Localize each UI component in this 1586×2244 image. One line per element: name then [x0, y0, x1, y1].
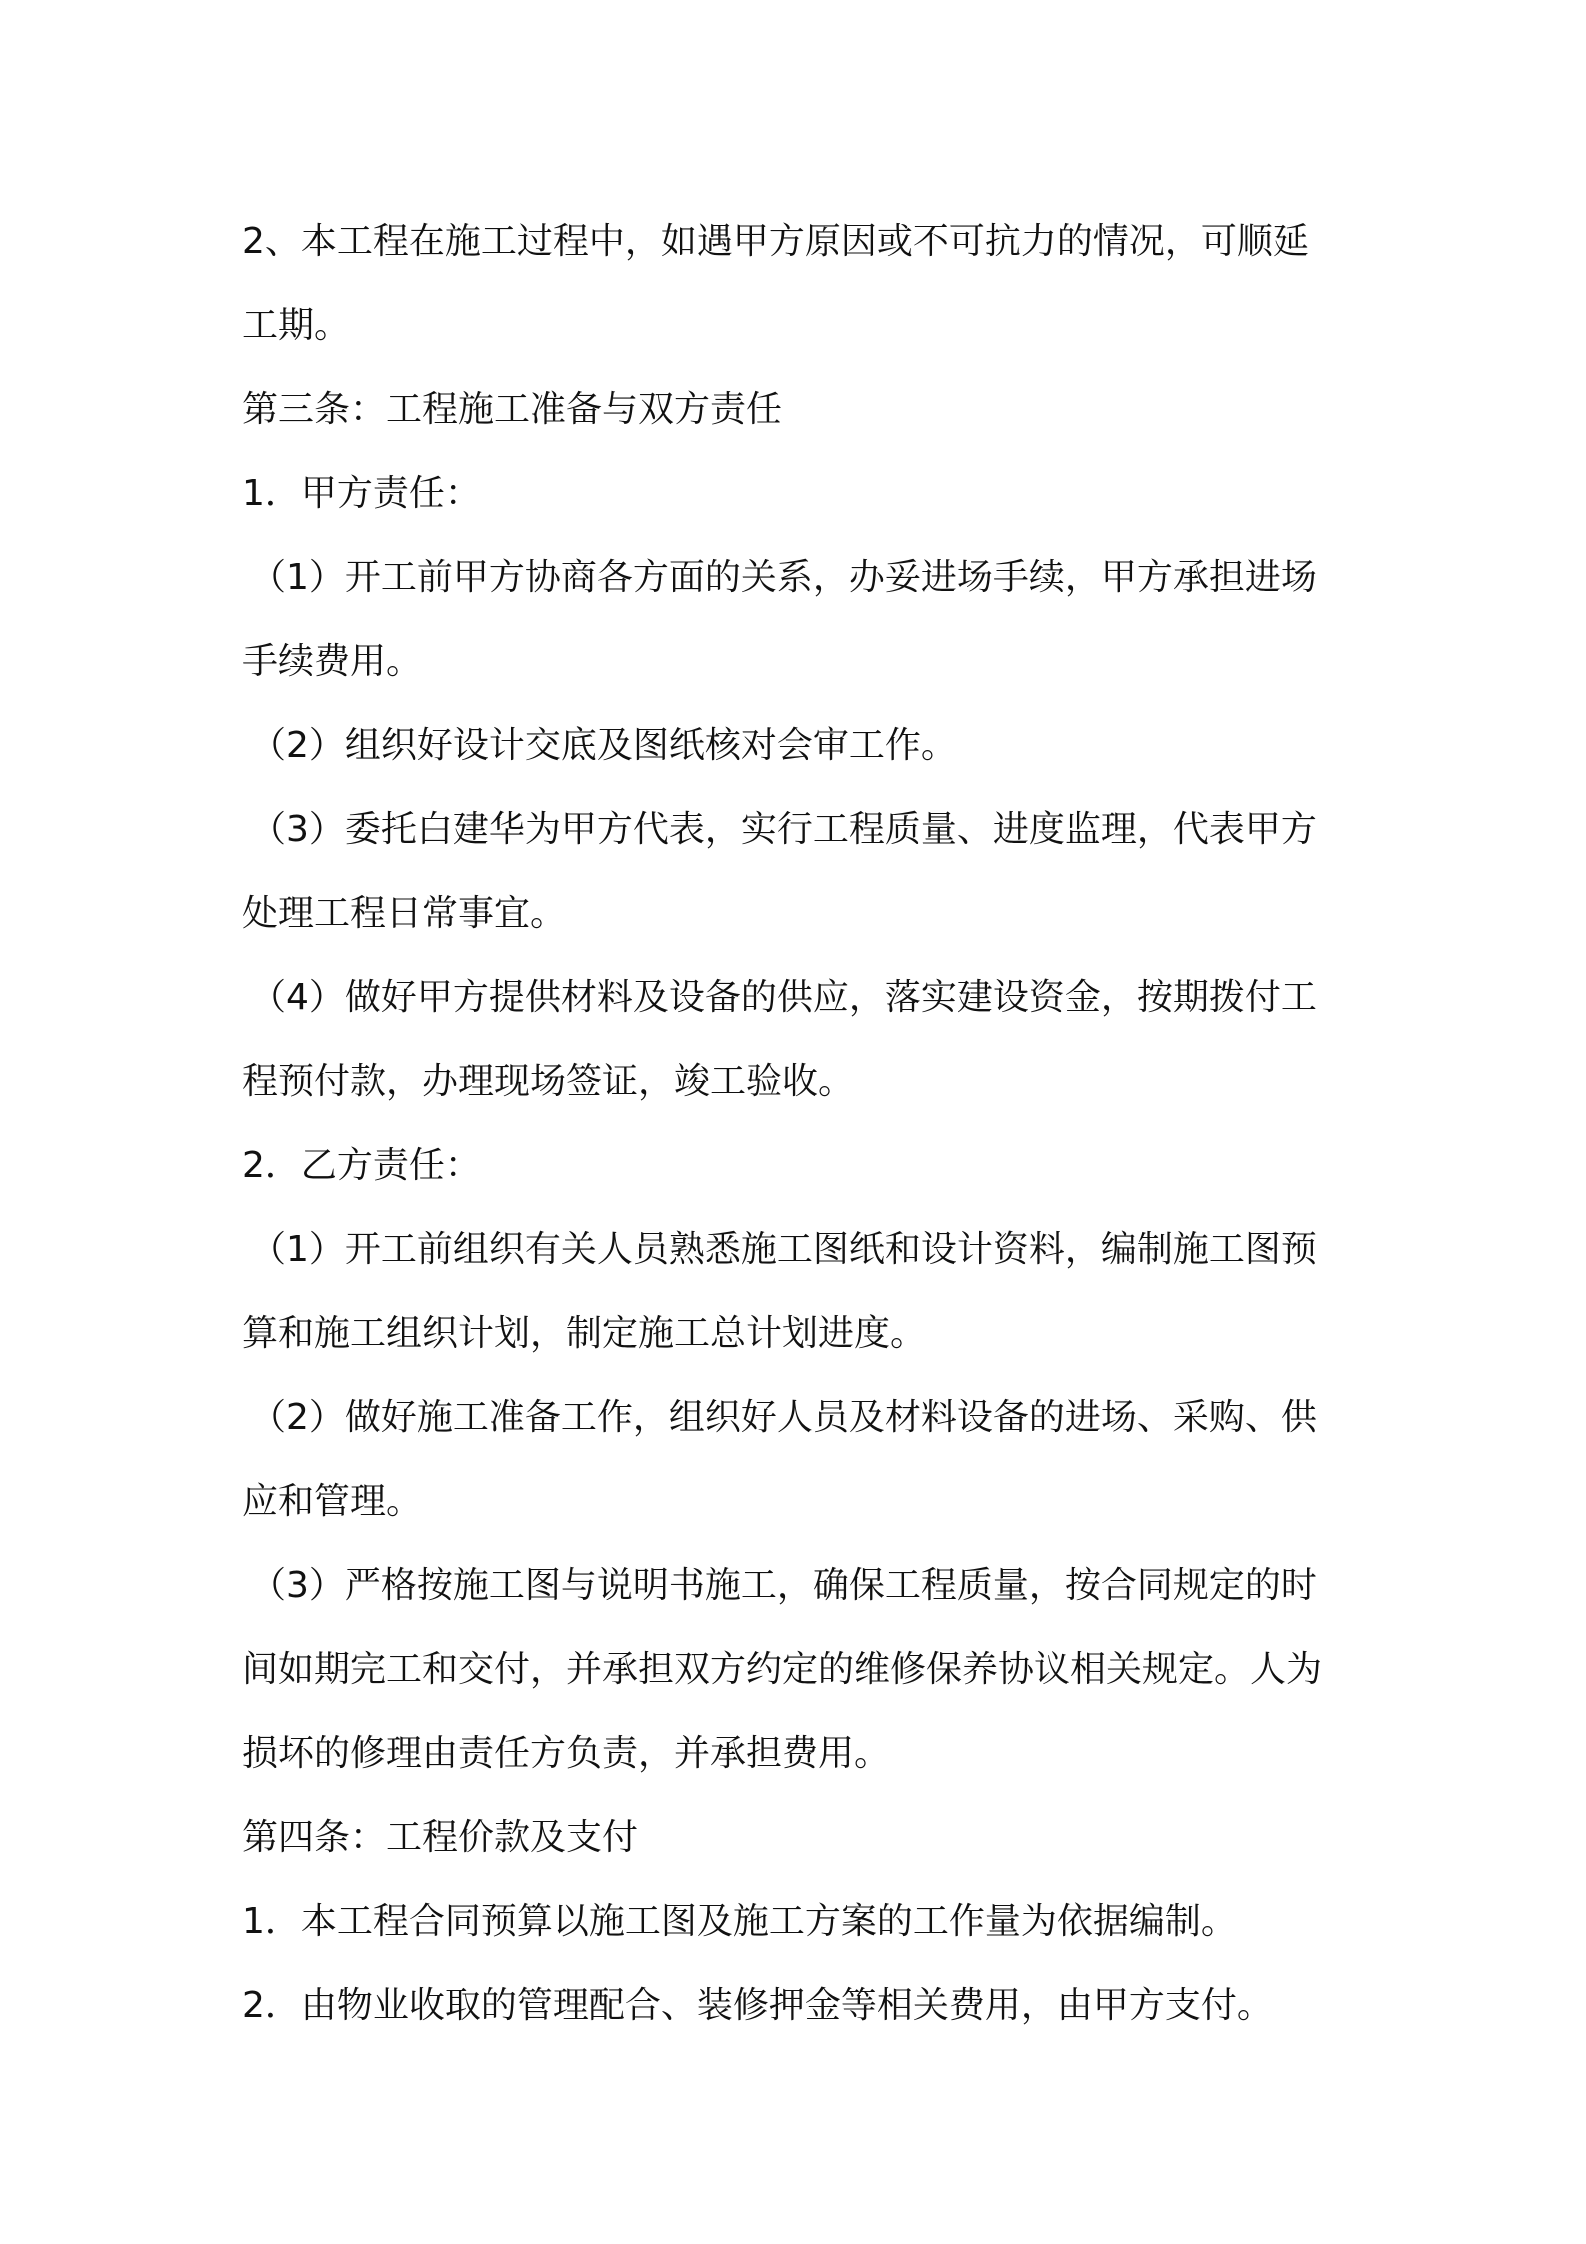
text-line: 工期。 [242, 305, 351, 346]
text-line: （3）委托白建华为甲方代表，实行工程质量、进度监理，代表甲方 [250, 809, 1317, 850]
document-body [242, 200, 1362, 2048]
text-line: 处理工程日常事宜。 [242, 893, 567, 934]
text-line: 损坏的修理由责任方负责，并承担费用。 [242, 1733, 891, 1774]
text-line: 程预付款，办理现场签证，竣工验收。 [242, 1061, 855, 1102]
text-line: （2）组织好设计交底及图纸核对会审工作。 [250, 725, 957, 766]
subsection-heading: 2．乙方责任： [242, 1145, 481, 1186]
text-line: 手续费用。 [242, 641, 423, 682]
text-line: （3）严格按施工图与说明书施工，确保工程质量，按合同规定的时 [250, 1565, 1317, 1606]
text-line: 1．本工程合同预算以施工图及施工方案的工作量为依据编制。 [242, 1901, 1237, 1942]
subsection-heading: 1．甲方责任： [242, 473, 481, 514]
section-heading: 第三条：工程施工准备与双方责任 [242, 389, 783, 430]
text-line: （4）做好甲方提供材料及设备的供应，落实建设资金，按期拨付工 [250, 977, 1317, 1018]
text-line: （1）开工前甲方协商各方面的关系，办妥进场手续，甲方承担进场 [250, 557, 1317, 598]
text-line: 应和管理。 [242, 1481, 423, 1522]
section-heading: 第四条：工程价款及支付 [242, 1817, 639, 1858]
text-line: （2）做好施工准备工作，组织好人员及材料设备的进场、采购、供 [250, 1397, 1317, 1438]
text-line: 2、本工程在施工过程中，如遇甲方原因或不可抗力的情况，可顺延 [242, 221, 1309, 262]
text-line: 算和施工组织计划，制定施工总计划进度。 [242, 1313, 927, 1354]
text-line: （1）开工前组织有关人员熟悉施工图纸和设计资料，编制施工图预 [250, 1229, 1317, 1270]
text-line: 间如期完工和交付，并承担双方约定的维修保养协议相关规定。人为 [242, 1649, 1323, 1690]
text-line: 2．由物业收取的管理配合、装修押金等相关费用，由甲方支付。 [242, 1985, 1273, 2026]
